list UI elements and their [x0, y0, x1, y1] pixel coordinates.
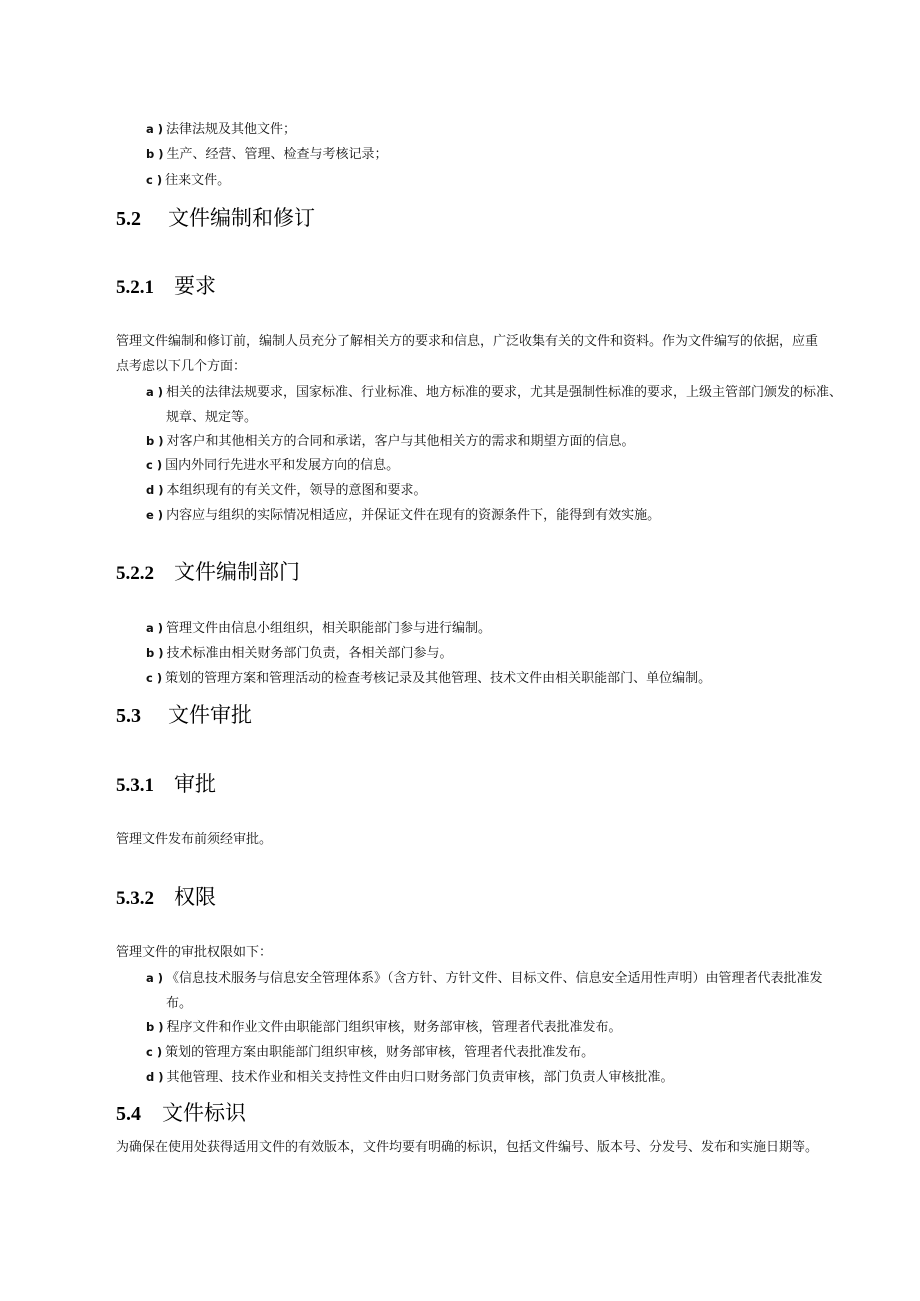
paragraph: 为确保在使用处获得适用文件的有效版本，文件均要有明确的标识，包括文件编号、版本号、分发号、发布和实施日期等。 [116, 1140, 819, 1155]
section-heading-5-2-2: 5.2.2 文件编制部门 [116, 560, 300, 584]
list-item: b ) 技术标准由相关财务部门负责，各相关部门参与。 [146, 646, 453, 661]
paragraph: 管理文件的审批权限如下： [116, 945, 273, 960]
section-heading-5-2: 5.2 文件编制和修订 [116, 206, 315, 230]
list-item: a ) 法律法规及其他文件； [146, 122, 297, 137]
list-item: c ) 国内外同行先进水平和发展方向的信息。 [146, 458, 400, 473]
list-item: a ) 《信息技术服务与信息安全管理体系》（含方针、方针文件、目标文件、信息安全适用性声明）由管理者代表批准发布。 [146, 971, 823, 1011]
paragraph: 管理文件编制和修订前，编制人员充分了解相关方的要求和信息，广泛收集有关的文件和资料。作为文件编写的依据，应重点考虑以下几个方面： [116, 334, 819, 374]
list-item: e ) 内容应与组织的实际情况相适应，并保证文件在现有的资源条件下，能得到有效实施。 [146, 508, 661, 523]
list-item: d ) 其他管理、技术作业和相关支持性文件由归口财务部门负责审核，部门负责人审核批准。 [146, 1070, 674, 1085]
list-item: d ) 本组织现有的有关文件，领导的意图和要求。 [146, 483, 427, 498]
list-item: b ) 生产、经营、管理、检查与考核记录； [146, 147, 388, 162]
section-heading-5-4: 5.4 文件标识 [116, 1101, 246, 1125]
list-item: c ) 往来文件。 [146, 173, 231, 188]
section-heading-5-3-2: 5.3.2 权限 [116, 885, 216, 909]
section-heading-5-3-1: 5.3.1 审批 [116, 772, 216, 796]
list-item: c ) 策划的管理方案由职能部门组织审核，财务部审核，管理者代表批准发布。 [146, 1045, 595, 1060]
list-item: c ) 策划的管理方案和管理活动的检查考核记录及其他管理、技术文件由相关职能部门、单位编制。 [146, 671, 712, 686]
list-item: a ) 相关的法律法规要求，国家标准、行业标准、地方标准的要求，尤其是强制性标准的要求，上级主管部门颁发的标准、规章、规定等。 [146, 385, 843, 425]
list-item: a ) 管理文件由信息小组组织，相关职能部门参与进行编制。 [146, 621, 492, 636]
section-heading-5-3: 5.3 文件审批 [116, 703, 252, 727]
paragraph: 管理文件发布前须经审批。 [116, 832, 273, 847]
section-heading-5-2-1: 5.2.1 要求 [116, 274, 216, 298]
list-item: b ) 程序文件和作业文件由职能部门组织审核，财务部审核，管理者代表批准发布。 [146, 1020, 622, 1035]
list-item: b ) 对客户和其他相关方的合同和承诺，客户与其他相关方的需求和期望方面的信息。 [146, 434, 635, 449]
